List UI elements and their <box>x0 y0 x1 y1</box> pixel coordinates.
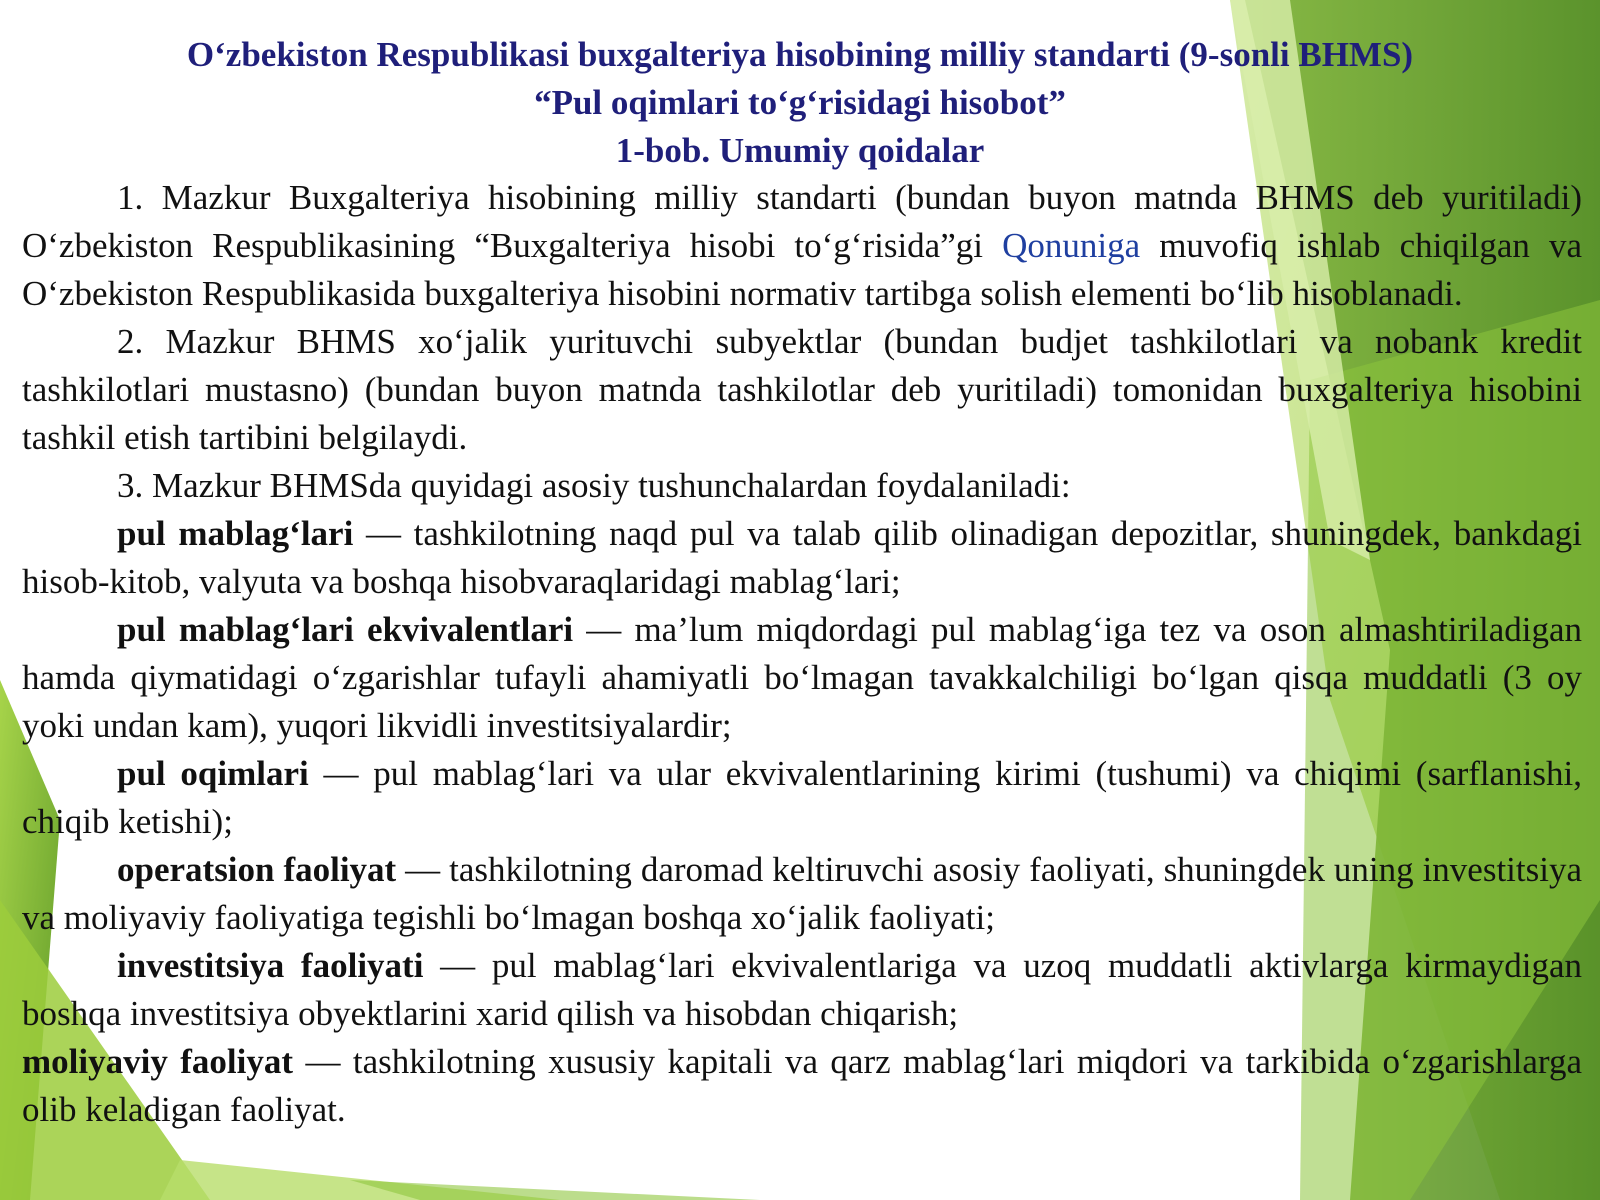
definition-term: pul oqimlari <box>117 754 309 793</box>
document-body <box>22 174 1582 1134</box>
law-link[interactable]: Qonuniga <box>1002 226 1141 265</box>
definition-term: pul mablag‘lari ekvivalentlari <box>117 610 574 649</box>
definition-term: operatsion faoliyat <box>117 850 397 889</box>
definition-term: investitsiya faoliyati <box>117 946 424 985</box>
paragraph-2: 2. Mazkur BHMS xo‘jalik yurituvchi subyektlar (bundan budjet tashkilotlari va nobank kredit tashkilotlari mustasno) (bundan buyon matnda tashkilotlar deb yuritiladi) tomonidan buxgalteriya hisobini tashkil etish tartibini belgilaydi. <box>22 322 1582 457</box>
definition-item <box>22 750 1582 846</box>
definition-text: — tashkilotning daromad keltiruvchi asosiy faoliyati, shuningdek uning investitsiya va moliyaviy faoliyatiga tegishli bo‘lmagan boshqa xo‘jalik faoliyati; <box>22 850 1582 937</box>
definition-item <box>22 606 1582 750</box>
definition-term: moliyaviy faoliyat <box>22 1042 294 1081</box>
definition-text: — pul mablag‘lari va ular ekvivalentlarining kirimi (tushumi) va chiqimi (sarflanishi, chiqib ketishi); <box>22 754 1582 841</box>
paragraph-3: 3. Mazkur BHMSda quyidagi asosiy tushunchalardan foydalaniladi: <box>117 466 1071 505</box>
standard-title: O‘zbekiston Respublikasi buxgalteriya hisobining milliy standarti (9-sonli BHMS) <box>186 35 1414 74</box>
definition-item <box>22 1038 1582 1134</box>
definition-term: pul mablag‘lari <box>117 514 354 553</box>
definition-item <box>22 510 1582 606</box>
definition-item <box>22 942 1582 1038</box>
paragraph-1-text: 1. Mazkur Buxgalteriya hisobining milliy standarti (bundan buyon matnda BHMS deb yuritiladi) O‘zbekiston Respublikasining “Buxgalteriya hisobi to‘g‘risida”gi <box>22 178 1582 265</box>
paragraph-1 <box>22 174 1582 318</box>
report-title: “Pul oqimlari to‘g‘risidagi hisobot” <box>534 83 1066 122</box>
definition-text: — tashkilotning naqd pul va talab qilib olinadigan depozitlar, shuningdek, bankdagi hisob-kitob, valyuta va boshqa hisobvaraqlaridagi mablag‘lari; <box>22 514 1582 601</box>
definition-item <box>22 846 1582 942</box>
chapter-title: 1-bob. Umumiy qoidalar <box>615 131 985 170</box>
definition-text: — ma’lum miqdordagi pul mablag‘iga tez va oson almashtiriladigan hamda qiymatidagi o‘zgarishlar tufayli ahamiyatli bo‘lmagan tavakkalchiligi bo‘lgan qisqa muddatli (3 oy yoki undan kam), yuqori likvidli investitsiyalardir; <box>22 610 1583 745</box>
paragraph-1-text-end: muvofiq ishlab chiqilgan va O‘zbekiston Respublikasida buxgalteriya hisobini normativ tartibga solish elementi bo‘lib hisoblanadi. <box>22 226 1582 313</box>
definition-text: — pul mablag‘lari ekvivalentlariga va uzoq muddatli aktivlarga kirmaydigan boshqa investitsiya obyektlarini xarid qilish va hisobdan chiqarish; <box>22 946 1582 1033</box>
definition-text: — tashkilotning xususiy kapitali va qarz mablag‘lari miqdori va tarkibida o‘zgarishlarga olib keladigan faoliyat. <box>22 1042 1582 1129</box>
